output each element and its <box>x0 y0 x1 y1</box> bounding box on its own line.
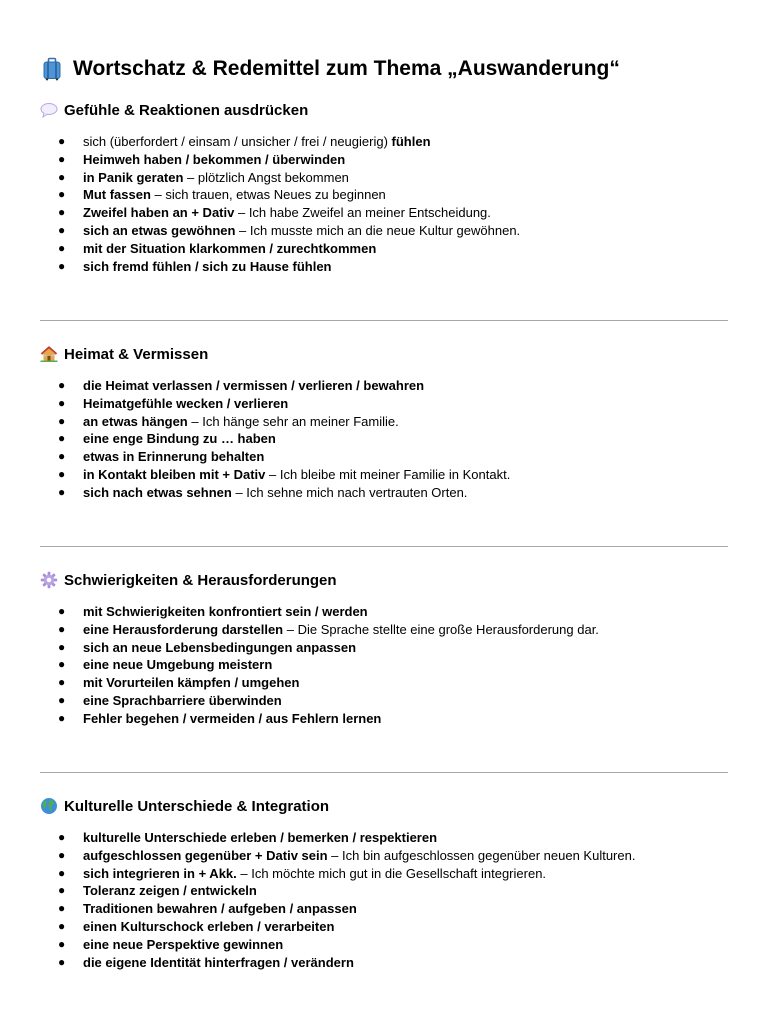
item-phrase: sich an etwas gewöhnen <box>83 222 236 238</box>
section-culture <box>40 795 730 971</box>
item-explanation: – Ich musste mich an die neue Kultur gewöhnen. <box>235 222 521 238</box>
bullet-icon: ● <box>58 847 66 862</box>
item-explanation: – Die Sprache stellte eine große Herausforderung dar. <box>283 621 599 637</box>
bullet-icon: ● <box>58 484 66 499</box>
list-item <box>40 882 730 900</box>
item-phrase: eine neue Perspektive gewinnen <box>83 936 284 952</box>
vocab-list <box>40 377 730 502</box>
section-heading-text: Gefühle & Reaktionen ausdrücken <box>64 101 309 119</box>
section-heading <box>40 569 730 591</box>
list-item <box>40 222 730 240</box>
item-phrase: Fehler begehen / vermeiden / aus Fehlern lernen <box>83 710 382 726</box>
item-phrase: mit Schwierigkeiten konfrontiert sein / werden <box>83 604 368 619</box>
item-phrase: kulturelle Unterschiede erleben / bemerken / respektieren <box>83 830 438 845</box>
section-heading <box>40 795 730 817</box>
title-text: Wortschatz & Redemittel zum Thema „Auswanderung“ <box>73 57 620 80</box>
item-phrase: in Panik geraten <box>83 169 184 185</box>
bullet-icon: ● <box>58 830 66 844</box>
list-item <box>40 639 730 657</box>
list-item <box>40 377 730 395</box>
list-item <box>40 484 730 502</box>
list-item <box>40 656 730 674</box>
item-phrase: etwas in Erinnerung behalten <box>83 449 265 465</box>
item-explanation: – plötzlich Angst bekommen <box>183 169 349 185</box>
bullet-icon: ● <box>58 604 66 618</box>
item-phrase: fühlen <box>391 134 431 149</box>
bullet-icon: ● <box>58 151 66 166</box>
item-phrase: sich nach etwas sehnen <box>83 484 232 500</box>
item-phrase: eine neue Umgebung meistern <box>83 657 273 673</box>
section-heading <box>40 99 730 121</box>
list-item <box>40 692 730 710</box>
divider <box>40 320 728 321</box>
list-item <box>40 847 730 865</box>
bullet-icon: ● <box>58 657 66 672</box>
item-explanation: – Ich hänge sehr an meiner Familie. <box>187 413 399 429</box>
bullet-icon: ● <box>58 134 66 148</box>
vocab-list <box>40 829 730 971</box>
bullet-icon: ● <box>58 240 66 255</box>
list-item <box>40 186 730 204</box>
gear-icon <box>40 571 58 589</box>
list-item <box>40 151 730 169</box>
item-phrase: an etwas hängen <box>83 413 188 429</box>
bullet-icon: ● <box>58 258 66 273</box>
bullet-icon: ● <box>58 675 66 690</box>
section-challenges <box>40 569 730 728</box>
item-explanation: – Ich bin aufgeschlossen gegenüber neuen Kulturen. <box>327 847 636 863</box>
bullet-icon: ● <box>58 639 66 654</box>
vocab-list <box>40 133 730 275</box>
item-phrase: Heimweh haben / bekommen / überwinden <box>83 151 346 167</box>
bullet-icon: ● <box>58 205 66 220</box>
bullet-icon: ● <box>58 883 66 898</box>
item-phrase: Toleranz zeigen / entwickeln <box>83 883 257 899</box>
bullet-icon: ● <box>58 431 66 446</box>
house-icon <box>40 345 58 363</box>
list-item <box>40 918 730 936</box>
list-item <box>40 621 730 639</box>
item-phrase: sich an neue Lebensbedingungen anpassen <box>83 639 357 655</box>
item-phrase: die Heimat verlassen / vermissen / verlieren / bewahren <box>83 378 425 393</box>
item-explanation: sich (überfordert / einsam / unsicher / frei / neugierig) <box>83 134 392 149</box>
item-explanation: – sich trauen, etwas Neues zu beginnen <box>150 187 386 203</box>
bullet-icon: ● <box>58 466 66 481</box>
list-item <box>40 258 730 276</box>
list-item <box>40 936 730 954</box>
bullet-icon: ● <box>58 865 66 880</box>
item-phrase: eine Sprachbarriere überwinden <box>83 692 282 708</box>
section-heading-text: Heimat & Vermissen <box>64 345 209 363</box>
item-phrase: Heimatgefühle wecken / verlieren <box>83 395 289 411</box>
list-item <box>40 466 730 484</box>
section-feelings <box>40 99 730 275</box>
divider <box>40 546 728 547</box>
list-item <box>40 395 730 413</box>
bullet-icon: ● <box>58 918 66 933</box>
bullet-icon: ● <box>58 710 66 725</box>
list-item <box>40 954 730 972</box>
bullet-icon: ● <box>58 936 66 951</box>
item-explanation: – Ich bleibe mit meiner Familie in Kontakt. <box>265 466 511 482</box>
page-title <box>40 54 620 84</box>
bullet-icon: ● <box>58 222 66 237</box>
item-explanation: – Ich möchte mich gut in die Gesellschaft integrieren. <box>236 865 547 881</box>
bullet-icon: ● <box>58 169 66 184</box>
item-phrase: Zweifel haben an + Dativ <box>83 205 235 221</box>
item-phrase: Mut fassen <box>83 187 151 203</box>
list-item <box>40 829 730 847</box>
bullet-icon: ● <box>58 954 66 969</box>
bullet-icon: ● <box>58 692 66 707</box>
list-item <box>40 448 730 466</box>
list-item <box>40 204 730 222</box>
item-phrase: Traditionen bewahren / aufgeben / anpassen <box>83 901 357 917</box>
section-heading <box>40 343 730 365</box>
item-phrase: einen Kulturschock erleben / verarbeiten <box>83 918 335 934</box>
item-phrase: eine Herausforderung darstellen <box>83 621 284 637</box>
list-item <box>40 710 730 728</box>
item-phrase: mit der Situation klarkommen / zurechtkommen <box>83 240 377 256</box>
list-item <box>40 603 730 621</box>
item-phrase: aufgeschlossen gegenüber + Dativ sein <box>83 847 328 863</box>
speech-bubble-icon <box>40 101 58 119</box>
bullet-icon: ● <box>58 187 66 202</box>
divider <box>40 772 728 773</box>
list-item <box>40 865 730 883</box>
list-item <box>40 430 730 448</box>
item-phrase: mit Vorurteilen kämpfen / umgehen <box>83 675 300 691</box>
list-item <box>40 674 730 692</box>
bullet-icon: ● <box>58 378 66 392</box>
section-heading-text: Schwierigkeiten & Herausforderungen <box>64 571 337 589</box>
section-homeland <box>40 343 730 502</box>
item-explanation: – Ich sehne mich nach vertrauten Orten. <box>231 484 468 500</box>
list-item <box>40 133 730 151</box>
item-explanation: – Ich habe Zweifel an meiner Entscheidung. <box>234 205 491 221</box>
bullet-icon: ● <box>58 449 66 464</box>
item-phrase: sich integrieren in + Akk. <box>83 865 237 881</box>
list-item <box>40 169 730 187</box>
item-phrase: sich fremd fühlen / sich zu Hause fühlen <box>83 258 332 274</box>
list-item <box>40 900 730 918</box>
list-item <box>40 240 730 258</box>
item-phrase: in Kontakt bleiben mit + Dativ <box>83 466 266 482</box>
bullet-icon: ● <box>58 413 66 428</box>
globe-icon <box>40 797 58 815</box>
suitcase-icon <box>40 57 64 81</box>
list-item <box>40 413 730 431</box>
bullet-icon: ● <box>58 395 66 410</box>
item-phrase: die eigene Identität hinterfragen / verändern <box>83 954 354 970</box>
item-phrase: eine enge Bindung zu … haben <box>83 431 276 447</box>
bullet-icon: ● <box>58 621 66 636</box>
section-heading-text: Kulturelle Unterschiede & Integration <box>64 797 330 815</box>
bullet-icon: ● <box>58 901 66 916</box>
vocab-list <box>40 603 730 728</box>
